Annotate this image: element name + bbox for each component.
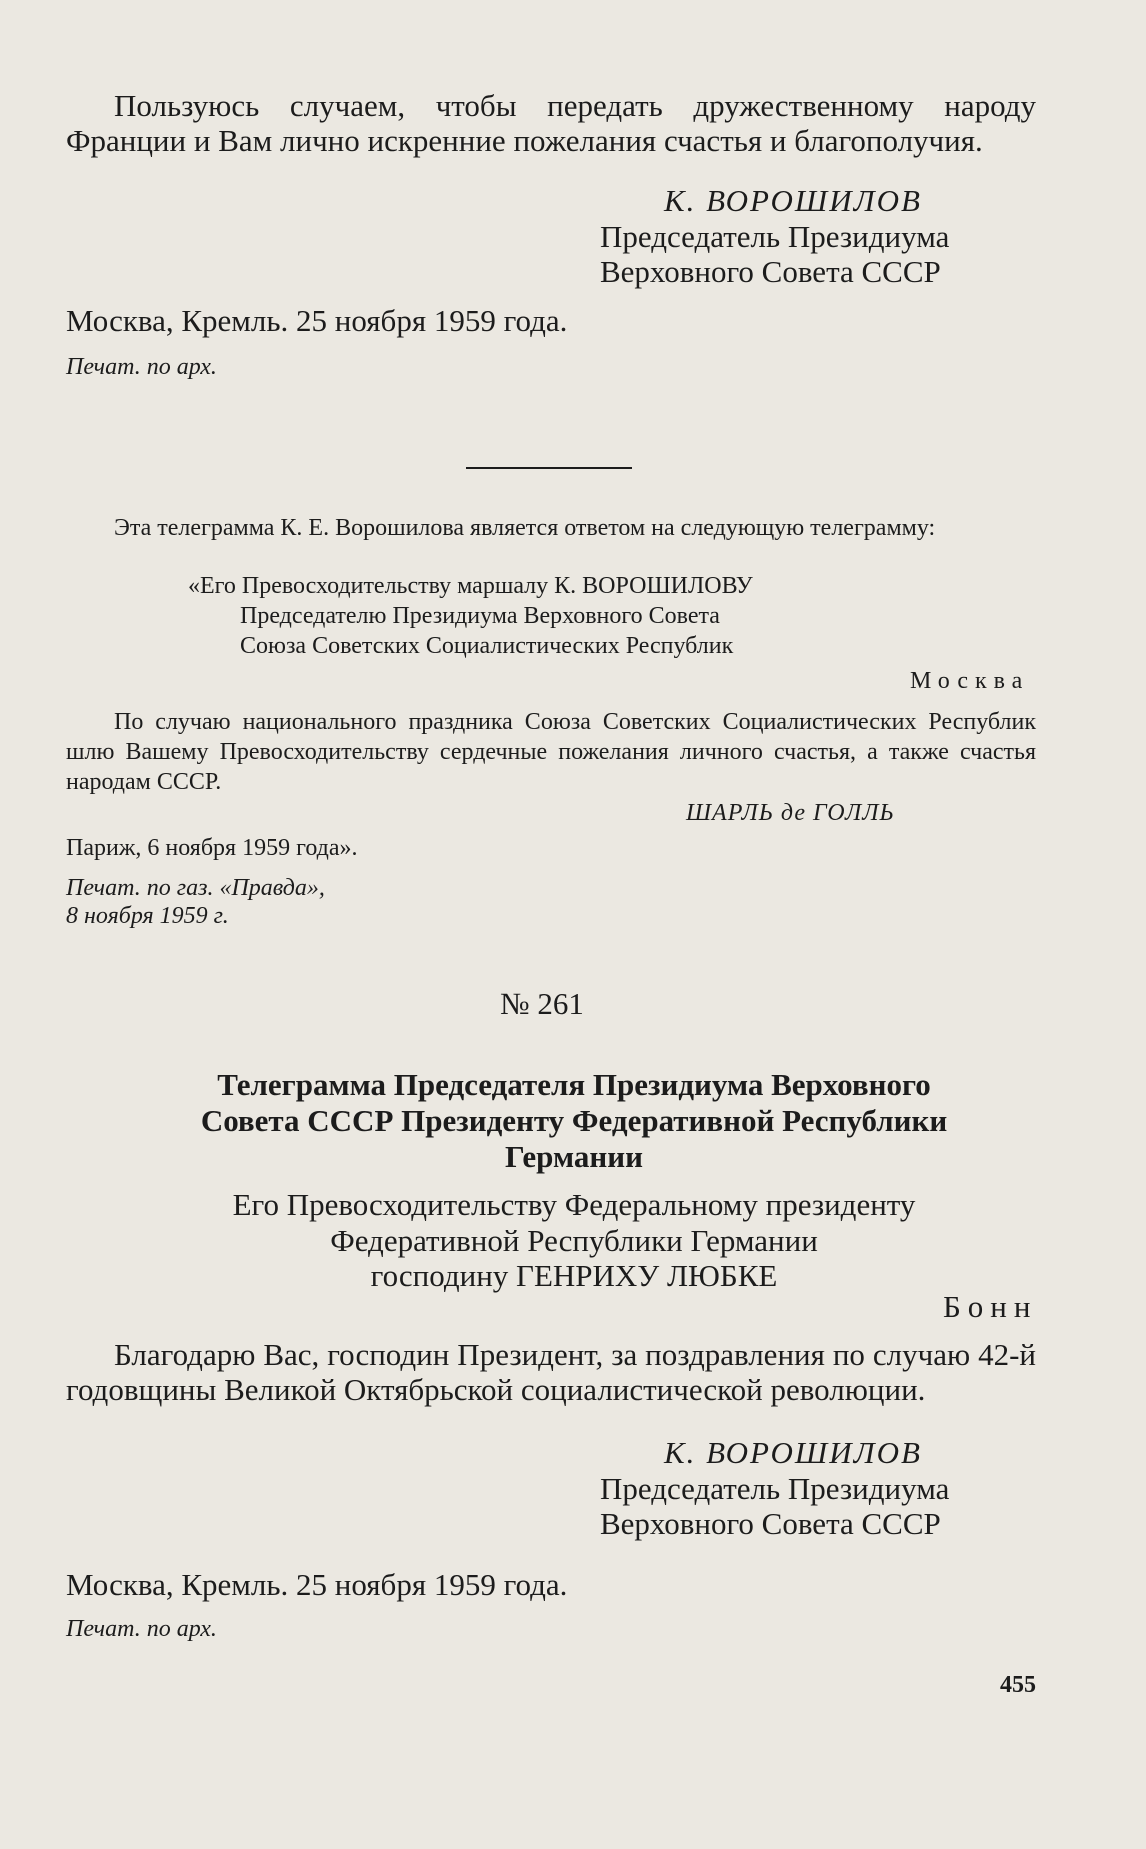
quoted-place-date: Париж, 6 ноября 1959 года». <box>66 835 358 861</box>
document-signature-title-line-2: Верховного Совета СССР <box>600 1506 941 1541</box>
document-heading-line-2: Совета СССР Президенту Федеративной Республики <box>200 1103 948 1138</box>
quoted-address-line-1: «Его Превосходительству маршалу К. ВОРОШИЛОВУ <box>188 573 753 599</box>
document-heading-line-1: Телеграмма Председателя Президиума Верховного <box>217 1067 931 1102</box>
signature-title-line-1: Председатель Президиума <box>600 219 950 254</box>
addressee-line-3: господину ГЕНРИХУ ЛЮБКЕ <box>370 1258 778 1293</box>
quoted-address-line-2: Председателю Президиума Верховного Совета <box>240 603 720 629</box>
document-number: № 261 <box>500 986 584 1021</box>
quoted-city: Москва <box>910 668 1030 694</box>
addressee-line-2: Федеративной Республики Германии <box>330 1223 818 1258</box>
quoted-body: По случаю национального праздника Союза Советских Социалистических Республик шлю Вашему Превосходительству сердечные пожелания личного счастья, а также счастья народам СССР. <box>66 709 1036 795</box>
document-body: Благодарю Вас, господин Президент, за поздравления по случаю 42-й годовщины Великой Октябрьской социалистической революции. <box>66 1337 1036 1407</box>
addressee-line-1: Его Превосходительству Федеральному президенту <box>232 1187 916 1222</box>
quoted-signature: ШАРЛЬ де ГОЛЛЬ <box>686 800 895 826</box>
source-note: Печат. по арх. <box>66 354 217 380</box>
addressee-city: Бонн <box>943 1289 1038 1324</box>
place-date: Москва, Кремль. 25 ноября 1959 года. <box>66 303 568 338</box>
section-divider <box>466 467 632 469</box>
signature-title-line-2: Верховного Совета СССР <box>600 254 941 289</box>
quoted-source-line-1: Печат. по газ. «Правда», <box>66 875 325 901</box>
page-number: 455 <box>1000 1672 1036 1698</box>
document-heading-line-3: Германии <box>505 1139 643 1174</box>
reply-intro: Эта телеграмма К. Е. Ворошилова является ответом на следующую телеграмму: <box>114 515 936 541</box>
document-source-note: Печат. по арх. <box>66 1616 217 1642</box>
document-signature-name: К. ВОРОШИЛОВ <box>664 1435 922 1470</box>
quoted-address-line-3: Союза Советских Социалистических Республик <box>240 633 734 659</box>
closing-paragraph: Пользуюсь случаем, чтобы передать дружественному народу Франции и Вам лично искренние пожелания счастья и благополучия. <box>66 88 1036 158</box>
document-signature-title-line-1: Председатель Президиума <box>600 1471 950 1506</box>
quoted-source-line-2: 8 ноября 1959 г. <box>66 903 229 929</box>
document-place-date: Москва, Кремль. 25 ноября 1959 года. <box>66 1567 568 1602</box>
signature-name: К. ВОРОШИЛОВ <box>664 183 922 218</box>
